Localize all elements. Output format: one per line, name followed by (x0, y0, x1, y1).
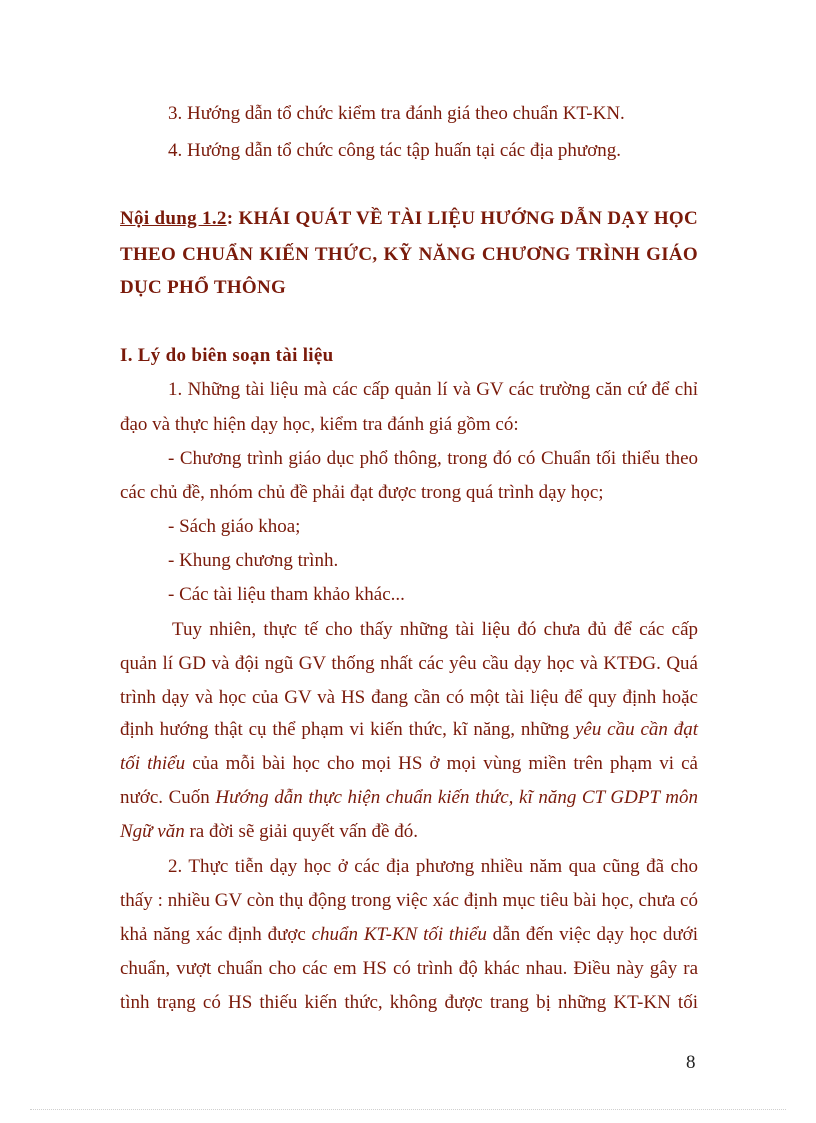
para3-line-3 (120, 923, 698, 947)
para2-line-1: Tuy nhiên, thực tế cho thấy những tài liệu đó chưa đủ để các cấp (172, 619, 698, 640)
bullet-4: - Các tài liệu tham khảo khác... (168, 584, 405, 605)
para1-line-2: đạo và thực hiện dạy học, kiểm tra đánh giá gồm có: (120, 414, 519, 435)
page-number: 8 (686, 1052, 696, 1073)
para2-line-7 (120, 820, 698, 844)
para3-line-1: 2. Thực tiễn dạy học ở các địa phương nhiều năm qua cũng đã cho (168, 856, 698, 877)
section-heading-line-2: THEO CHUẨN KIẾN THỨC, KỸ NĂNG CHƯƠNG TRÌNH GIÁO (120, 244, 698, 265)
section-heading-text: : KHÁI QUÁT VỀ TÀI LIỆU HƯỚNG DẪN DẠY HỌC (226, 208, 698, 229)
para2-line-6 (120, 786, 698, 810)
bullet-3: - Khung chương trình. (168, 550, 339, 571)
para3-line-2: thấy : nhiều GV còn thụ động trong việc xác định mục tiêu bài học, chưa có (120, 890, 698, 911)
section-heading-line-1 (120, 207, 698, 231)
section-heading-label: Nội dung 1.2 (120, 208, 227, 229)
para2-line-6-italic: Hướng dẫn thực hiện chuẩn kiến thức, kĩ năng CT GDPT môn (215, 787, 699, 808)
para2-line-5 (120, 752, 698, 776)
para2-line-7-text: ra đời sẽ giải quyết vấn đề đó. (184, 821, 418, 842)
para2-line-3: trình dạy và học của GV và HS đang cần có một tài liệu để quy định hoặc (120, 687, 698, 708)
para2-line-4-italic: yêu cầu cần đạt (574, 719, 698, 740)
list-item-3: 3. Hướng dẫn tổ chức kiểm tra đánh giá theo chuẩn KT-KN. (168, 103, 625, 124)
para3-line-4: chuẩn, vượt chuẩn cho các em HS có trình độ khác nhau. Điều này gây ra (120, 958, 698, 979)
para3-line-5: tình trạng có HS thiếu kiến thức, không được trang bị những KT-KN tối (120, 992, 698, 1013)
bullet-2: - Sách giáo khoa; (168, 516, 301, 537)
para2-line-7-italic: Ngữ văn (120, 821, 185, 842)
page-bottom-rule (30, 1109, 786, 1110)
para1-line-1: 1. Những tài liệu mà các cấp quản lí và GV các trường căn cứ để chỉ (168, 379, 698, 400)
para3-line-3-text: khả năng xác định được (120, 924, 312, 945)
bullet-1-line-1: - Chương trình giáo dục phổ thông, trong đó có Chuẩn tối thiểu theo (168, 448, 698, 469)
para2-line-5-text: của mỗi bài học cho mọi HS ở mọi vùng miền trên phạm vi cả (185, 753, 698, 774)
para3-line-3-text-end: dẫn đến việc dạy học dưới (486, 924, 698, 945)
para2-line-4-text: định hướng thật cụ thể phạm vi kiến thức, kĩ năng, những (120, 719, 575, 740)
subheading: I. Lý do biên soạn tài liệu (120, 345, 334, 366)
para2-line-2: quản lí GD và đội ngũ GV thống nhất các yêu cầu dạy học và KTĐG. Quá (120, 653, 698, 674)
para3-line-3-italic: chuẩn KT-KN tối thiểu (311, 924, 487, 945)
para2-line-6-text: nước. Cuốn (120, 787, 216, 808)
bullet-1-line-2: các chủ đề, nhóm chủ đề phải đạt được trong quá trình dạy học; (120, 482, 604, 503)
para2-line-5-italic: tối thiểu (120, 753, 186, 774)
list-item-4: 4. Hướng dẫn tổ chức công tác tập huấn tại các địa phương. (168, 140, 622, 161)
section-heading-line-3: DỤC PHỔ THÔNG (120, 277, 287, 298)
para2-line-4 (120, 718, 698, 742)
